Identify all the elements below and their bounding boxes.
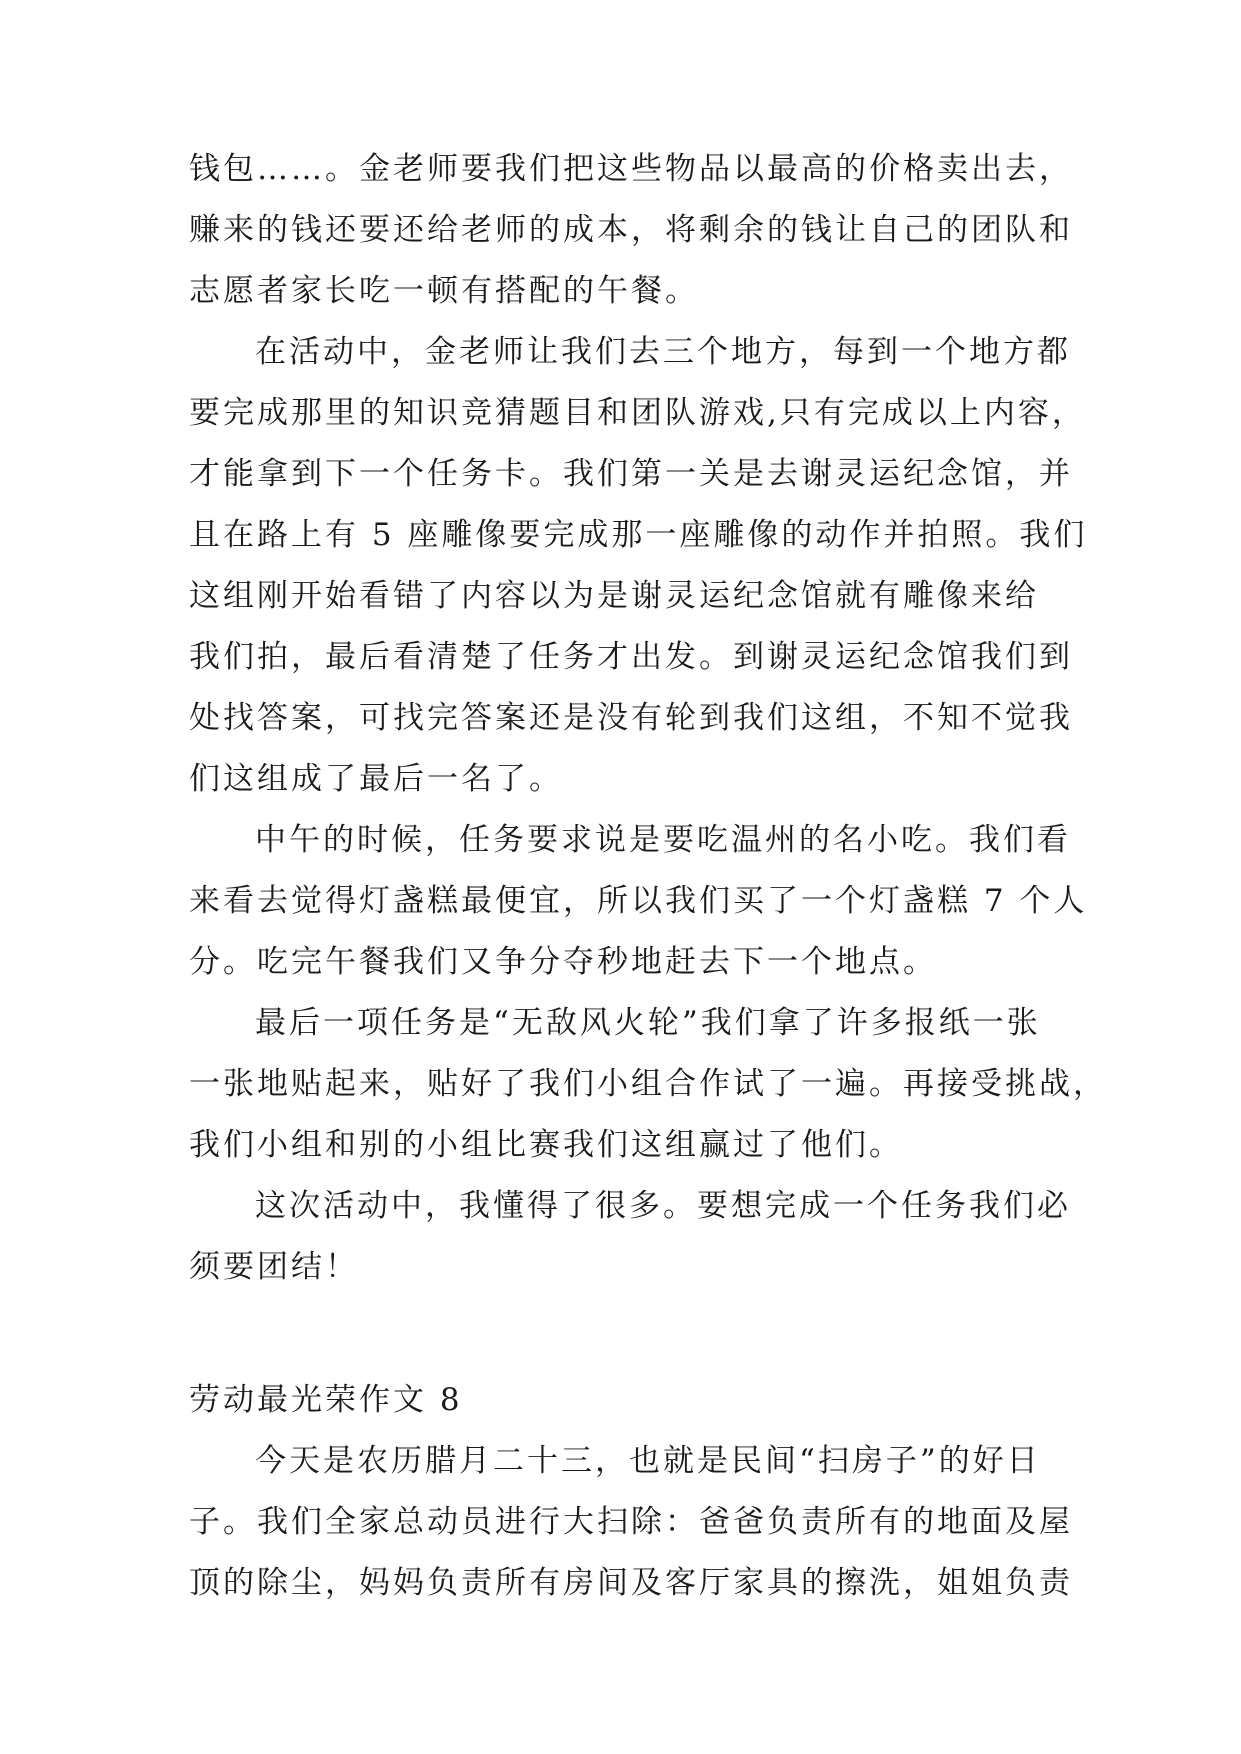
text-line: 赚来的钱还要还给老师的成本，将剩余的钱让自己的团队和 bbox=[189, 212, 1073, 248]
text-line: 来看去觉得灯盏糕最便宜，所以我们买了一个灯盏糕 7 个人 bbox=[189, 883, 1088, 919]
paragraph-lunch bbox=[189, 810, 1088, 993]
text-line: 最后一项任务是“无敌风火轮”我们拿了许多报纸一张 bbox=[255, 1005, 1041, 1041]
paragraph-final-task bbox=[189, 993, 1107, 1176]
text-line: 我们拍，最后看清楚了任务才出发。到谢灵运纪念馆我们到 bbox=[189, 639, 1073, 675]
text-line: 要完成那里的知识竞猜题目和团队游戏,只有完成以上内容， bbox=[189, 395, 1086, 431]
text-line: 分。吃完午餐我们又争分夺秒地赶去下一个地点。 bbox=[189, 944, 937, 980]
paragraph-essay-8 bbox=[189, 1431, 1073, 1614]
text-line: 顶的除尘，妈妈负责所有房间及客厅家具的擦洗，姐姐负责 bbox=[189, 1565, 1073, 1601]
text-line: 这次活动中，我懂得了很多。要想完成一个任务我们必 bbox=[255, 1188, 1071, 1224]
text-line: 志愿者家长吃一顿有搭配的午餐。 bbox=[189, 273, 699, 309]
section-title-text: 劳动最光荣作文 8 bbox=[189, 1382, 463, 1418]
text-line: 们这组成了最后一名了。 bbox=[189, 761, 563, 797]
text-line: 才能拿到下一个任务卡。我们第一关是去谢灵运纪念馆，并 bbox=[189, 456, 1073, 492]
paragraph-conclusion bbox=[189, 1176, 1071, 1298]
text-line: 这组刚开始看错了内容以为是谢灵运纪念馆就有雕像来给 bbox=[189, 578, 1039, 614]
text-line: 在活动中，金老师让我们去三个地方，每到一个地方都 bbox=[255, 334, 1071, 370]
text-line: 中午的时候，任务要求说是要吃温州的名小吃。我们看 bbox=[255, 822, 1071, 858]
text-line: 我们小组和别的小组比赛我们这组赢过了他们。 bbox=[189, 1127, 903, 1163]
text-line: 今天是农历腊月二十三，也就是民间“扫房子”的好日 bbox=[255, 1443, 1041, 1479]
section-title bbox=[189, 1370, 1051, 1431]
paragraph-activity bbox=[189, 322, 1088, 810]
paragraph-continuation bbox=[189, 139, 1073, 322]
text-line: 须要团结！ bbox=[189, 1249, 359, 1285]
text-line: 子。我们全家总动员进行大扫除：爸爸负责所有的地面及屋 bbox=[189, 1504, 1073, 1540]
text-line: 一张地贴起来，贴好了我们小组合作试了一遍。再接受挑战， bbox=[189, 1066, 1107, 1102]
text-line: 且在路上有 5 座雕像要完成那一座雕像的动作并拍照。我们 bbox=[189, 517, 1088, 553]
text-line: 处找答案，可找完答案还是没有轮到我们这组，不知不觉我 bbox=[189, 700, 1073, 736]
text-line: 钱包……。金老师要我们把这些物品以最高的价格卖出去， bbox=[189, 151, 1073, 187]
